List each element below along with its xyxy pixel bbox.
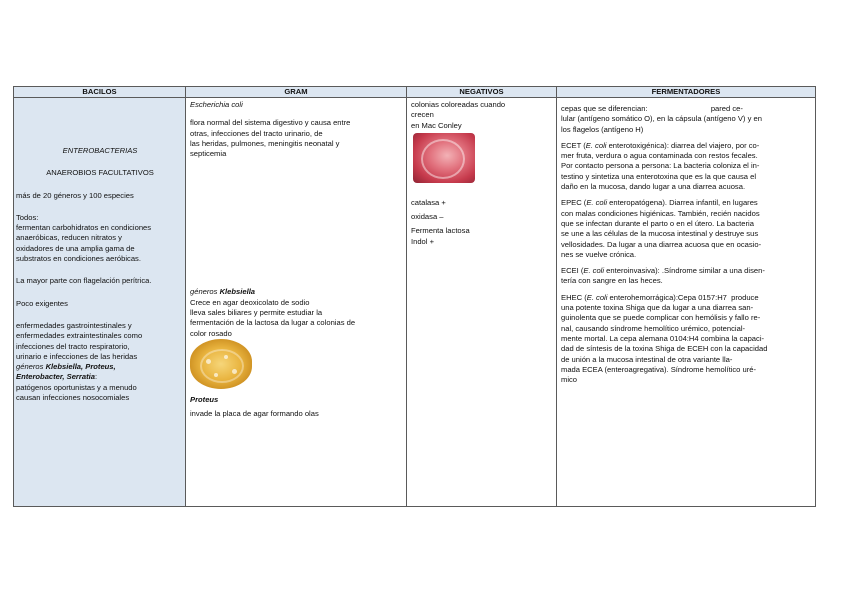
cepas-line: cepas que se diferencian: pared ce- — [561, 104, 743, 113]
generos-colon: : — [94, 372, 98, 382]
ecet-line: daño en la mucosa, dando lugar a una diarrea acuosa. — [561, 182, 746, 192]
ecei-tail: enteroinvasiva): .Síndrome similar a una disen- — [604, 266, 765, 276]
ehec-tail: enterohemorrágica):Cepa 0157:H7 produce — [607, 292, 759, 302]
colonias-line: crecen — [411, 110, 434, 120]
generos-line — [16, 362, 184, 372]
enterobacterias-title: ENTEROBACTERIAS — [62, 146, 138, 155]
header-bacilos: BACILOS — [14, 87, 186, 98]
todos-line: substratos en condiciones aeróbicas. — [16, 254, 141, 264]
flagelacion-text: La mayor parte con flagelación perítrica. — [16, 276, 152, 286]
ehec-species: E. coli — [586, 292, 608, 302]
epec-species: E. coli — [586, 198, 608, 208]
klebsiella-line: lleva sales biliares y permite estudiar la — [190, 308, 323, 318]
ecoli-title: Escherichia coli — [190, 100, 243, 109]
ecoli-line: las heridas, pulmones, meningitis neonatal y — [190, 138, 340, 148]
patogenos-line: causan infecciones nosocomiales — [16, 393, 130, 403]
enfermedades-line: enfermedades extraintestinales como — [16, 331, 143, 341]
oxidasa-test: oxidasa – — [411, 212, 444, 222]
enfermedades-line: enfermedades gastrointestinales y — [16, 320, 132, 330]
generos-label: géneros — [16, 362, 44, 372]
todos-line: oxidadores de una amplia gama de — [16, 243, 135, 253]
catalasa-test: catalasa + — [411, 197, 446, 207]
content-row — [14, 98, 816, 507]
ecet-line: Por contacto persona a persona: La bacteria coloniza el in- — [561, 161, 760, 171]
fermentadores-cell — [557, 98, 816, 507]
klebsiella-line: fermentación de la lactosa da lugar a colonias de — [190, 318, 356, 328]
macconkey-petri-dish-image — [413, 133, 475, 183]
epec-line: se une a las células de la mucosa intestinal y destruye sus — [561, 229, 759, 239]
ecei-species: E. coli — [583, 266, 605, 276]
epec-heading — [561, 198, 812, 208]
epec-line: que se infectan durante el parto o en el útero. La bacteria — [561, 218, 754, 228]
cepas-line: los flagelos (antígeno H) — [561, 124, 644, 134]
header-gram: GRAM — [186, 87, 407, 98]
ehec-line: una potente toxina Shiga que da lugar a una diarrea san- — [561, 303, 754, 313]
todos-line: fermentan carbohidratos en condiciones — [16, 223, 152, 233]
ecoli-line: flora normal del sistema digestivo y causa entre — [190, 118, 351, 128]
ehec-line: de unión a la mucosa intestinal de otra variante lla- — [561, 354, 733, 364]
ehec-line: guinolenta que se puede complicar con hemólisis y fallo re- — [561, 313, 761, 323]
fermenta-lactosa: Fermenta lactosa — [411, 226, 470, 236]
ecoli-line: septicemia — [190, 149, 227, 159]
klebsiella-title — [190, 287, 403, 297]
patogenos-line: patógenos oportunistas y a menudo — [16, 382, 137, 392]
generos-line2 — [16, 372, 184, 382]
colonias-line: colonias coloreadas cuando — [411, 100, 506, 109]
generos-names2: Enterobacter, Serratia — [16, 372, 95, 382]
epec-line: nes se vuelve crónica. — [561, 249, 637, 259]
enfermedades-line: urinario e infecciones de las heridas — [16, 351, 138, 361]
ecet-tail: enterotoxigénica): diarrea del viajero, por co- — [606, 140, 760, 150]
header-row — [14, 87, 816, 98]
klebsiella-prefix: géneros — [190, 287, 218, 297]
poco-exigentes: Poco exigentes — [16, 298, 68, 308]
negativos-cell — [407, 98, 557, 507]
ecet-heading — [561, 141, 812, 151]
bacilos-cell — [14, 98, 186, 507]
proteus-text: invade la placa de agar formando olas — [190, 409, 319, 419]
epec-label: EPEC ( — [561, 198, 587, 208]
todos-line: anaeróbicas, reducen nitratos y — [16, 233, 122, 243]
ecet-line: mer fruta, verdura o agua contaminada con restos fecales. — [561, 151, 758, 161]
epec-line: vellosidades. Da lugar a una diarrea acuosa que en ocasio- — [561, 239, 762, 249]
enfermedades-line: infecciones del tracto respiratorio, — [16, 341, 130, 351]
epec-line: con malas condiciones higiénicas. También, recién nacidos — [561, 208, 760, 218]
ecei-heading — [561, 266, 812, 276]
ecei-label: ECEI ( — [561, 266, 584, 276]
indol-test: Indol + — [411, 236, 435, 246]
ecei-line: tería con sangre en las heces. — [561, 276, 663, 286]
ecet-species: E. coli — [585, 140, 607, 150]
anaerobios-subtitle: ANAEROBIOS FACULTATIVOS — [46, 168, 154, 178]
klebsiella-line: Crece en agar deoxicolato de sodio — [190, 297, 310, 307]
klebsiella-petri-dish-image — [190, 339, 252, 389]
ehec-line: mico — [561, 375, 578, 385]
cepas-line: lular (antígeno somático O), en la cápsula (antígeno V) y en — [561, 114, 762, 124]
gram-cell — [186, 98, 407, 507]
ehec-line: nal, causando síndrome hemolítico urémico, potencial- — [561, 323, 746, 333]
ecet-line: testino y sintetiza una enterotoxina que es la que causa el — [561, 171, 757, 181]
header-fermentadores: FERMENTADORES — [557, 87, 816, 98]
ehec-line: dad de síntesis de la toxina Shiga de ECEH con la capacidad — [561, 344, 768, 354]
ehec-label: EHEC ( — [561, 292, 587, 302]
ehec-heading — [561, 293, 812, 303]
ehec-line: mada ECEA (enteroagregativa). Síndrome hemolítico uré- — [561, 364, 757, 374]
todos-label: Todos: — [16, 212, 39, 222]
ecoli-line: otras, infecciones del tracto urinario, de — [190, 128, 323, 138]
klebsiella-name: Klebsiella — [219, 287, 256, 297]
epec-tail: enteropatógena). Diarrea infantil, en lugares — [607, 198, 758, 208]
colonias-line: en Mac Conley — [411, 120, 462, 130]
generos-names: Klebsiella, Proteus, — [45, 362, 116, 372]
header-negativos: NEGATIVOS — [407, 87, 557, 98]
bacteria-table — [13, 86, 816, 507]
ecet-label: ECET ( — [561, 140, 586, 150]
species-count: más de 20 géneros y 100 especies — [16, 190, 134, 200]
proteus-title: Proteus — [190, 394, 219, 404]
ehec-line: mente mortal. La cepa alemana 0104:H4 combina la capaci- — [561, 333, 765, 343]
klebsiella-line: color rosado — [190, 328, 232, 338]
